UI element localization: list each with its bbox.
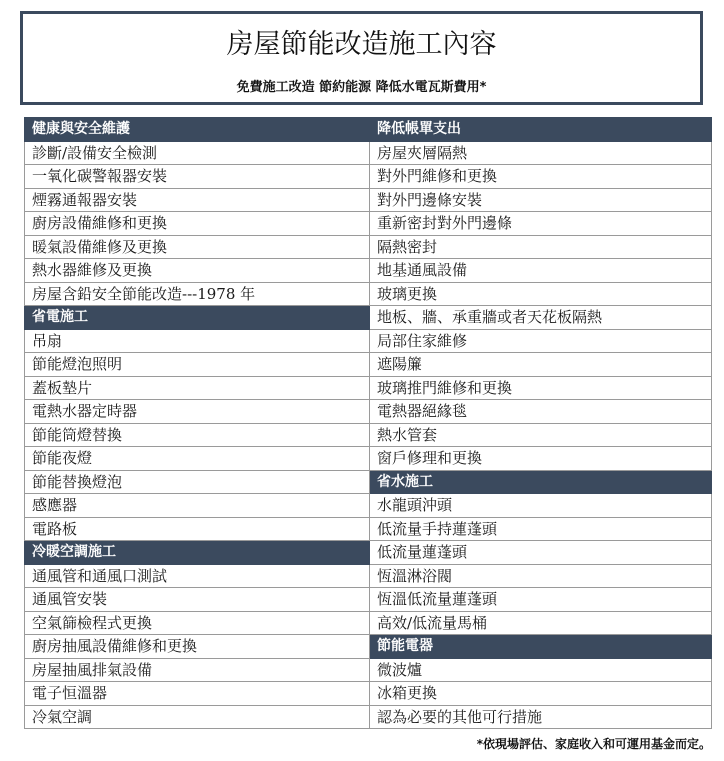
table-row — [25, 235, 712, 259]
header-box — [20, 11, 703, 105]
table-row — [25, 564, 712, 588]
table-cell: 局部住家維修 — [370, 329, 712, 353]
table-row — [25, 423, 712, 447]
table-row — [25, 447, 712, 471]
table-row — [25, 588, 712, 612]
table-cell: 窗戶修理和更換 — [370, 447, 712, 471]
footnote: *依現場評估、家庭收入和可運用基金而定。 — [476, 737, 711, 751]
table-cell: 節能筒燈替換 — [25, 423, 370, 447]
table-cell: 通風管安裝 — [25, 588, 370, 612]
table-row — [25, 212, 712, 236]
table-row — [25, 705, 712, 729]
services-table-body — [25, 118, 712, 729]
table-cell: 低流量蓮蓬頭 — [370, 541, 712, 565]
table-cell: 遮陽簾 — [370, 353, 712, 377]
table-cell: 隔熱密封 — [370, 235, 712, 259]
table-cell: 節能替換燈泡 — [25, 470, 370, 494]
table-cell: 重新密封對外門邊條 — [370, 212, 712, 236]
table-row — [25, 306, 712, 330]
table-cell: 吊扇 — [25, 329, 370, 353]
table-cell: 節能夜燈 — [25, 447, 370, 471]
section-header-cell: 節能電器 — [370, 635, 712, 659]
table-cell: 地基通風設備 — [370, 259, 712, 283]
table-cell: 玻璃推門維修和更換 — [370, 376, 712, 400]
table-row — [25, 541, 712, 565]
table-cell: 玻璃更換 — [370, 282, 712, 306]
table-cell: 蓋板墊片 — [25, 376, 370, 400]
table-cell: 通風管和通風口測試 — [25, 564, 370, 588]
table-cell: 熱水管套 — [370, 423, 712, 447]
table-cell: 暖氣設備維修及更換 — [25, 235, 370, 259]
table-cell: 熱水器維修及更換 — [25, 259, 370, 283]
table-cell: 廚房設備維修和更換 — [25, 212, 370, 236]
table-cell: 低流量手持蓮蓬頭 — [370, 517, 712, 541]
table-cell: 房屋夾層隔熱 — [370, 141, 712, 165]
table-row — [25, 658, 712, 682]
table-row — [25, 353, 712, 377]
table-cell: 水龍頭沖頭 — [370, 494, 712, 518]
table-cell: 感應器 — [25, 494, 370, 518]
table-row — [25, 611, 712, 635]
table-cell: 電路板 — [25, 517, 370, 541]
page-subtitle: 免費施工改造 節約能源 降低水電瓦斯費用* — [236, 80, 487, 95]
table-row — [25, 141, 712, 165]
table-cell: 廚房抽風設備維修和更換 — [25, 635, 370, 659]
table-row — [25, 329, 712, 353]
table-row — [25, 400, 712, 424]
table-row — [25, 470, 712, 494]
table-cell: 恆溫低流量蓮蓬頭 — [370, 588, 712, 612]
section-header-cell: 省水施工 — [370, 470, 712, 494]
page-title: 房屋節能改造施工內容 — [226, 29, 497, 60]
table-cell: 認為必要的其他可行措施 — [370, 705, 712, 729]
section-header-cell: 降低帳單支出 — [370, 118, 712, 142]
table-cell: 電熱器絕緣毯 — [370, 400, 712, 424]
table-cell: 煙霧通報器安裝 — [25, 188, 370, 212]
table-cell: 冷氣空調 — [25, 705, 370, 729]
section-header-cell: 省電施工 — [25, 306, 370, 330]
table-cell: 對外門維修和更換 — [370, 165, 712, 189]
services-table — [24, 117, 712, 729]
table-row — [25, 259, 712, 283]
table-row — [25, 517, 712, 541]
table-row — [25, 635, 712, 659]
table-cell: 恆溫淋浴閥 — [370, 564, 712, 588]
table-cell: 電熱水器定時器 — [25, 400, 370, 424]
section-header-cell: 健康與安全維護 — [25, 118, 370, 142]
table-cell: 微波爐 — [370, 658, 712, 682]
table-cell: 空氣篩檢程式更換 — [25, 611, 370, 635]
table-cell: 診斷/設備安全檢測 — [25, 141, 370, 165]
table-cell: 冰箱更換 — [370, 682, 712, 706]
table-row — [25, 494, 712, 518]
table-row — [25, 188, 712, 212]
table-cell: 一氧化碳警報器安裝 — [25, 165, 370, 189]
table-cell: 節能燈泡照明 — [25, 353, 370, 377]
table-cell: 房屋抽風排氣設備 — [25, 658, 370, 682]
table-cell: 房屋含鉛安全節能改造---1978 年 — [25, 282, 370, 306]
table-cell: 地板、牆、承重牆或者天花板隔熱 — [370, 306, 712, 330]
table-cell: 電子恒溫器 — [25, 682, 370, 706]
table-row — [25, 376, 712, 400]
table-row — [25, 682, 712, 706]
section-header-cell: 冷暖空調施工 — [25, 541, 370, 565]
table-cell: 對外門邊條安裝 — [370, 188, 712, 212]
table-cell: 高效/低流量馬桶 — [370, 611, 712, 635]
table-row — [25, 165, 712, 189]
table-row — [25, 118, 712, 142]
table-row — [25, 282, 712, 306]
